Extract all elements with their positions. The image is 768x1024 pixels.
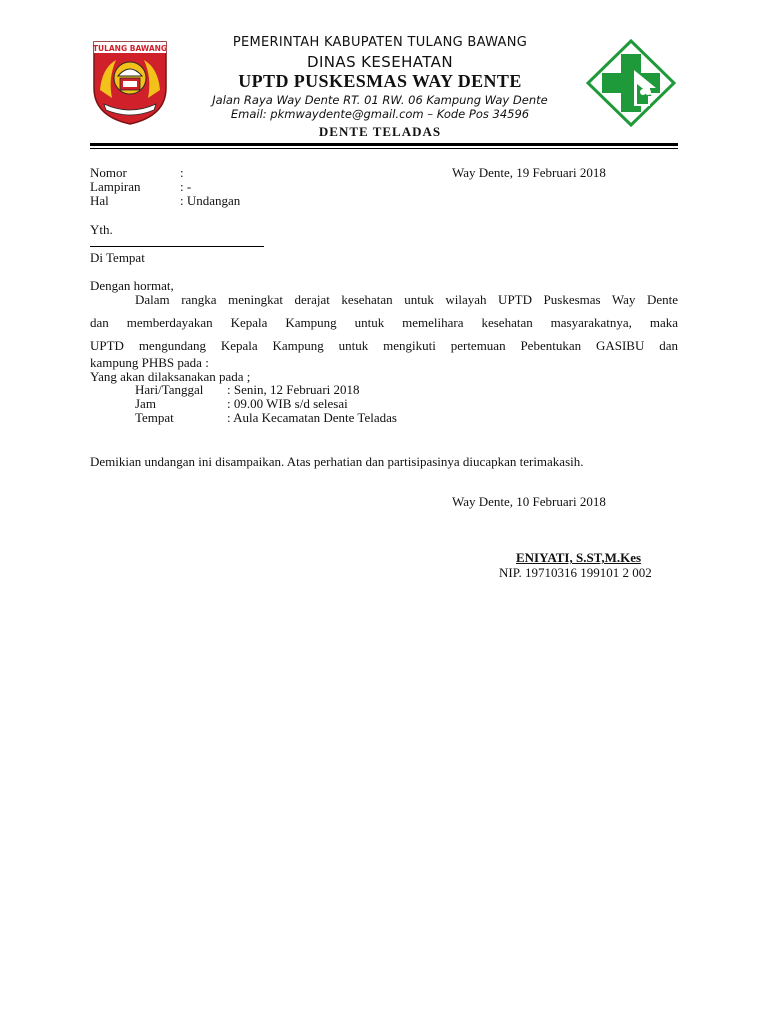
lampiran-value: : - [180,179,192,194]
hal-row [90,194,240,208]
greeting: Dengan hormat, [90,278,174,293]
hal-value: : Undangan [180,193,241,208]
agency-name: DINAS KESEHATAN [307,53,453,71]
logo-banner-text: TULANG BAWANG [92,44,168,53]
schedule-value: : 09.00 WIB s/d selesai [227,396,348,411]
header-divider-thick [90,143,678,146]
schedule-intro: Yang akan dilaksanakan pada ; [90,369,251,384]
letter-date: Way Dente, 19 Februari 2018 [452,165,606,180]
schedule-row [135,383,360,397]
nomor-label: Nomor [90,165,127,180]
paragraph-line-4: kampung PHBS pada : [90,355,209,370]
recipient-di-tempat: Di Tempat [90,250,145,265]
hal-label: Hal [90,193,109,208]
lampiran-row [90,180,191,194]
recipient-yth: Yth. [90,222,113,237]
government-name: PEMERINTAH KABUPATEN TULANG BAWANG [232,35,528,50]
tulang-bawang-logo [90,38,170,126]
paragraph-line-3: UPTD mengundang Kepala Kampung untuk mengikuti pertemuan Pebentukan GASIBU dan [90,338,678,353]
signature-date: Way Dente, 10 Februari 2018 [452,494,606,509]
closing-sentence: Demikian undangan ini disampaikan. Atas perhatian dan partisipasinya diucapkan terimakasih. [90,454,584,469]
recipient-blank-line [90,246,264,247]
signatory-nip: NIP. 19710316 199101 2 002 [499,565,652,580]
header-divider-thin [90,148,678,149]
schedule-label: Jam [135,396,156,411]
address-line: Jalan Raya Way Dente RT. 01 RW. 06 Kampung Way Dente [212,93,548,107]
schedule-label: Tempat [135,410,174,425]
schedule-value: : Aula Kecamatan Dente Teladas [227,410,397,425]
signatory-name: ENIYATI, S.ST,M.Kes [516,550,642,565]
schedule-value: : Senin, 12 Februari 2018 [227,382,360,397]
schedule-label: Hari/Tanggal [135,382,204,397]
district-name: DENTE TELADAS [318,124,442,139]
schedule-row [135,397,348,411]
contact-line: Email: pkmwaydente@gmail.com – Kode Pos 34596 [230,107,530,121]
institution-name: UPTD PUSKESMAS WAY DENTE [238,71,522,91]
puskesmas-cross-logo [584,38,678,128]
nomor-value: : [180,165,184,180]
paragraph-line-2: dan memberdayakan Kepala Kampung untuk memelihara kesehatan masyarakatnya, maka [90,315,678,330]
paragraph-line-1: Dalam rangka meningkat derajat kesehatan untuk wilayah UPTD Puskesmas Way Dente [135,292,678,307]
lampiran-label: Lampiran [90,179,141,194]
schedule-row [135,411,397,425]
nomor-row [90,166,184,180]
